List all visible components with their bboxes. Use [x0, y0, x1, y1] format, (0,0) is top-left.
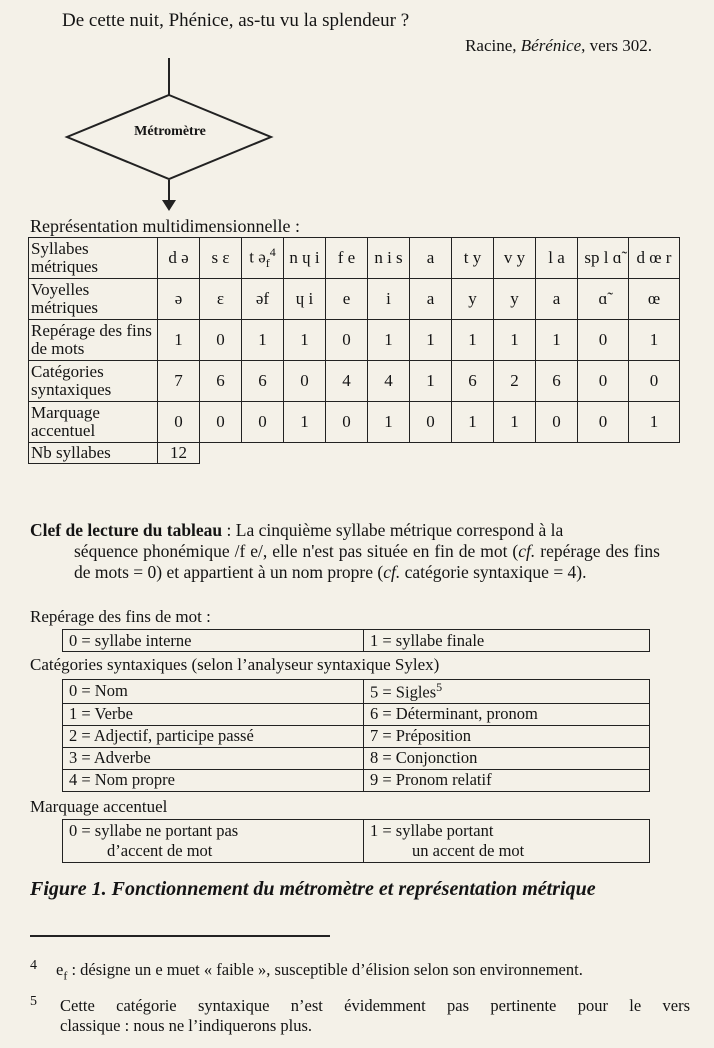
- metric-cell: 0: [158, 402, 200, 443]
- categories-table: [62, 679, 650, 792]
- footnote-5-number: 5: [30, 994, 37, 1009]
- metric-cell: 1: [158, 320, 200, 361]
- category-right: 7 = Préposition: [364, 725, 650, 747]
- metric-cell: 0: [326, 320, 368, 361]
- metric-cell: a: [410, 238, 452, 279]
- category-right: 6 = Déterminant, pronom: [364, 703, 650, 725]
- footnote-4-body: [30, 960, 583, 983]
- metric-cell: n i s: [368, 238, 410, 279]
- flow-connector-top: [168, 58, 170, 96]
- fins-de-mot-table: [62, 629, 650, 652]
- marquage-left: [63, 820, 364, 863]
- marquage-label: Marquage accentuel: [30, 797, 168, 816]
- metric-table: [28, 237, 680, 464]
- reading-key-text4: catégorie syntaxique = 4).: [400, 562, 587, 582]
- category-row: [63, 769, 650, 791]
- metric-cell: œ: [629, 279, 680, 320]
- footnote-rule: [30, 935, 330, 937]
- metric-cell: s ɛ: [200, 238, 242, 279]
- metric-cell: d œ r: [629, 238, 680, 279]
- fins-right: 1 = syllabe finale: [364, 630, 650, 652]
- metric-cell: 1: [452, 320, 494, 361]
- metric-cell: 4: [326, 361, 368, 402]
- metric-cell-base: t ə: [249, 247, 266, 267]
- metric-cell: 6: [536, 361, 578, 402]
- metric-cell: e: [326, 279, 368, 320]
- metric-cell: v y: [494, 238, 536, 279]
- metric-row-head: Repérage des fins de mots: [29, 320, 158, 361]
- metric-cell: 1: [494, 320, 536, 361]
- footnote-5-line1: Cette catégorie syntaxique n’est évidemment pas pertinente pour le vers: [60, 996, 690, 1015]
- metric-cell: f e: [326, 238, 368, 279]
- reading-key-text1: : La cinquième syllabe métrique correspond à la: [222, 520, 564, 540]
- footnote-4-symbol: e: [56, 960, 64, 979]
- metric-cell: 0: [578, 402, 629, 443]
- epigraph-verse: , vers 302.: [581, 36, 652, 55]
- fins-de-mot-label: Repérage des fins de mot :: [30, 607, 211, 626]
- metric-cell: 1: [410, 320, 452, 361]
- reading-key-indent: [30, 541, 660, 583]
- footnote-5: [30, 996, 690, 1036]
- metric-cell: i: [368, 279, 410, 320]
- metric-cell: 0: [578, 320, 629, 361]
- metric-cell: sp l ɑ̃: [578, 238, 629, 279]
- metric-cell: 1: [368, 320, 410, 361]
- metric-cell: a: [536, 279, 578, 320]
- footnote-5-line2: classique : nous ne l’indiquerons plus.: [60, 1016, 313, 1035]
- nb-syllabes-value: 12: [158, 443, 200, 464]
- metric-cell: əf: [242, 279, 284, 320]
- category-left: 3 = Adverbe: [63, 747, 364, 769]
- metric-row-head: Syllabes métriques: [29, 238, 158, 279]
- footnote-4-number: 4: [30, 958, 37, 973]
- footnote-4: [30, 960, 690, 985]
- metric-cell: 1: [242, 320, 284, 361]
- marquage-right-line1: 1 = syllabe portant: [370, 821, 494, 840]
- metric-cell: y: [452, 279, 494, 320]
- metric-cell: 0: [578, 361, 629, 402]
- metric-cell: 0: [200, 402, 242, 443]
- marquage-left-line1: 0 = syllabe ne portant pas: [69, 821, 239, 840]
- metric-row-count: [29, 443, 680, 464]
- footnote-ref-4: 4: [269, 244, 276, 259]
- category-left: 0 = Nom: [63, 680, 364, 704]
- metric-cell: 1: [284, 320, 326, 361]
- metric-cell: 1: [494, 402, 536, 443]
- categories-label: Catégories syntaxiques (selon l’analyseur syntaxique Sylex): [30, 655, 440, 674]
- category-left: 1 = Verbe: [63, 703, 364, 725]
- marquage-right-line2: un accent de mot: [412, 841, 525, 860]
- nb-syllabes-label: Nb syllabes: [29, 443, 158, 464]
- metric-cell: 0: [326, 402, 368, 443]
- metric-cell: 1: [410, 361, 452, 402]
- reading-key-cf2: cf.: [383, 562, 401, 582]
- metric-cell: 1: [629, 320, 680, 361]
- metric-row: [29, 238, 680, 279]
- metric-cell: 1: [284, 402, 326, 443]
- reading-key: [30, 520, 660, 583]
- marquage-left-line2: d’accent de mot: [107, 841, 213, 860]
- metric-row-head: Marquage accentuel: [29, 402, 158, 443]
- metric-cell: l a: [536, 238, 578, 279]
- metric-cell: 1: [629, 402, 680, 443]
- metric-cell: n ɥ i: [284, 238, 326, 279]
- metric-cell: 0: [242, 402, 284, 443]
- metric-cell: [242, 238, 284, 279]
- metric-cell: a: [410, 279, 452, 320]
- metric-cell: 0: [410, 402, 452, 443]
- metric-cell: 6: [200, 361, 242, 402]
- metric-cell: y: [494, 279, 536, 320]
- metric-cell: 6: [242, 361, 284, 402]
- metric-cell: t y: [452, 238, 494, 279]
- footnote-ref-5: 5: [436, 680, 443, 694]
- metric-cell: ə: [158, 279, 200, 320]
- category-row: [63, 747, 650, 769]
- category-row: [63, 680, 650, 704]
- epigraph-source: [465, 36, 652, 56]
- epigraph-line: De cette nuit, Phénice, as-tu vu la splendeur ?: [62, 10, 410, 31]
- metric-cell: ɥ i: [284, 279, 326, 320]
- metric-cell: 0: [536, 402, 578, 443]
- metric-cell: 7: [158, 361, 200, 402]
- metric-cell: 6: [452, 361, 494, 402]
- metric-cell: 1: [536, 320, 578, 361]
- category-right: 9 = Pronom relatif: [364, 769, 650, 791]
- marquage-table: [62, 819, 650, 863]
- metric-cell: ɛ: [200, 279, 242, 320]
- metric-cell: 4: [368, 361, 410, 402]
- representation-label: Représentation multidimensionnelle :: [30, 216, 300, 236]
- metric-cell: 0: [629, 361, 680, 402]
- footnote-4-symbol-sub: f: [63, 968, 68, 983]
- flow-arrow-icon: [162, 200, 176, 212]
- metric-cell: 0: [284, 361, 326, 402]
- figure-caption: Figure 1. Fonctionnement du métromètre et représentation métrique: [30, 878, 596, 900]
- metric-row-head: Voyelles métriques: [29, 279, 158, 320]
- category-left: 4 = Nom propre: [63, 769, 364, 791]
- metric-row: [29, 361, 680, 402]
- metric-cell: ɑ̃: [578, 279, 629, 320]
- epigraph-author: Racine,: [465, 36, 521, 55]
- metric-cell: 1: [452, 402, 494, 443]
- footnote-4-text: : désigne un e muet « faible », susceptible d’élision selon son environnement.: [67, 960, 583, 979]
- metric-cell-sub: f: [265, 256, 270, 271]
- epigraph-work: Bérénice: [520, 36, 582, 55]
- metric-cell: 2: [494, 361, 536, 402]
- reading-key-text2: séquence phonémique /f e/, elle n'est pas située en fin de mot (: [74, 541, 519, 561]
- metric-row: [29, 279, 680, 320]
- category-row: [63, 703, 650, 725]
- metric-row-head: Catégories syntaxiques: [29, 361, 158, 402]
- category-right-text: 5 = Sigles: [370, 682, 437, 702]
- metric-cell: 0: [200, 320, 242, 361]
- marquage-right: [364, 820, 650, 863]
- metric-cell: 1: [368, 402, 410, 443]
- category-left: 2 = Adjectif, participe passé: [63, 725, 364, 747]
- reading-key-text3: repérage des fins de mots = 0) et appartient à un nom propre (: [74, 541, 660, 582]
- category-right: 8 = Conjonction: [364, 747, 650, 769]
- reading-key-cf1: cf.: [518, 541, 536, 561]
- category-row: [63, 725, 650, 747]
- reading-key-title: Clef de lecture du tableau: [30, 520, 223, 540]
- metric-row: [29, 320, 680, 361]
- category-right: [364, 680, 650, 704]
- metrometre-label: Métromètre: [134, 124, 206, 139]
- metric-cell: d ə: [158, 238, 200, 279]
- fins-left: 0 = syllabe interne: [63, 630, 364, 652]
- metric-row: [29, 402, 680, 443]
